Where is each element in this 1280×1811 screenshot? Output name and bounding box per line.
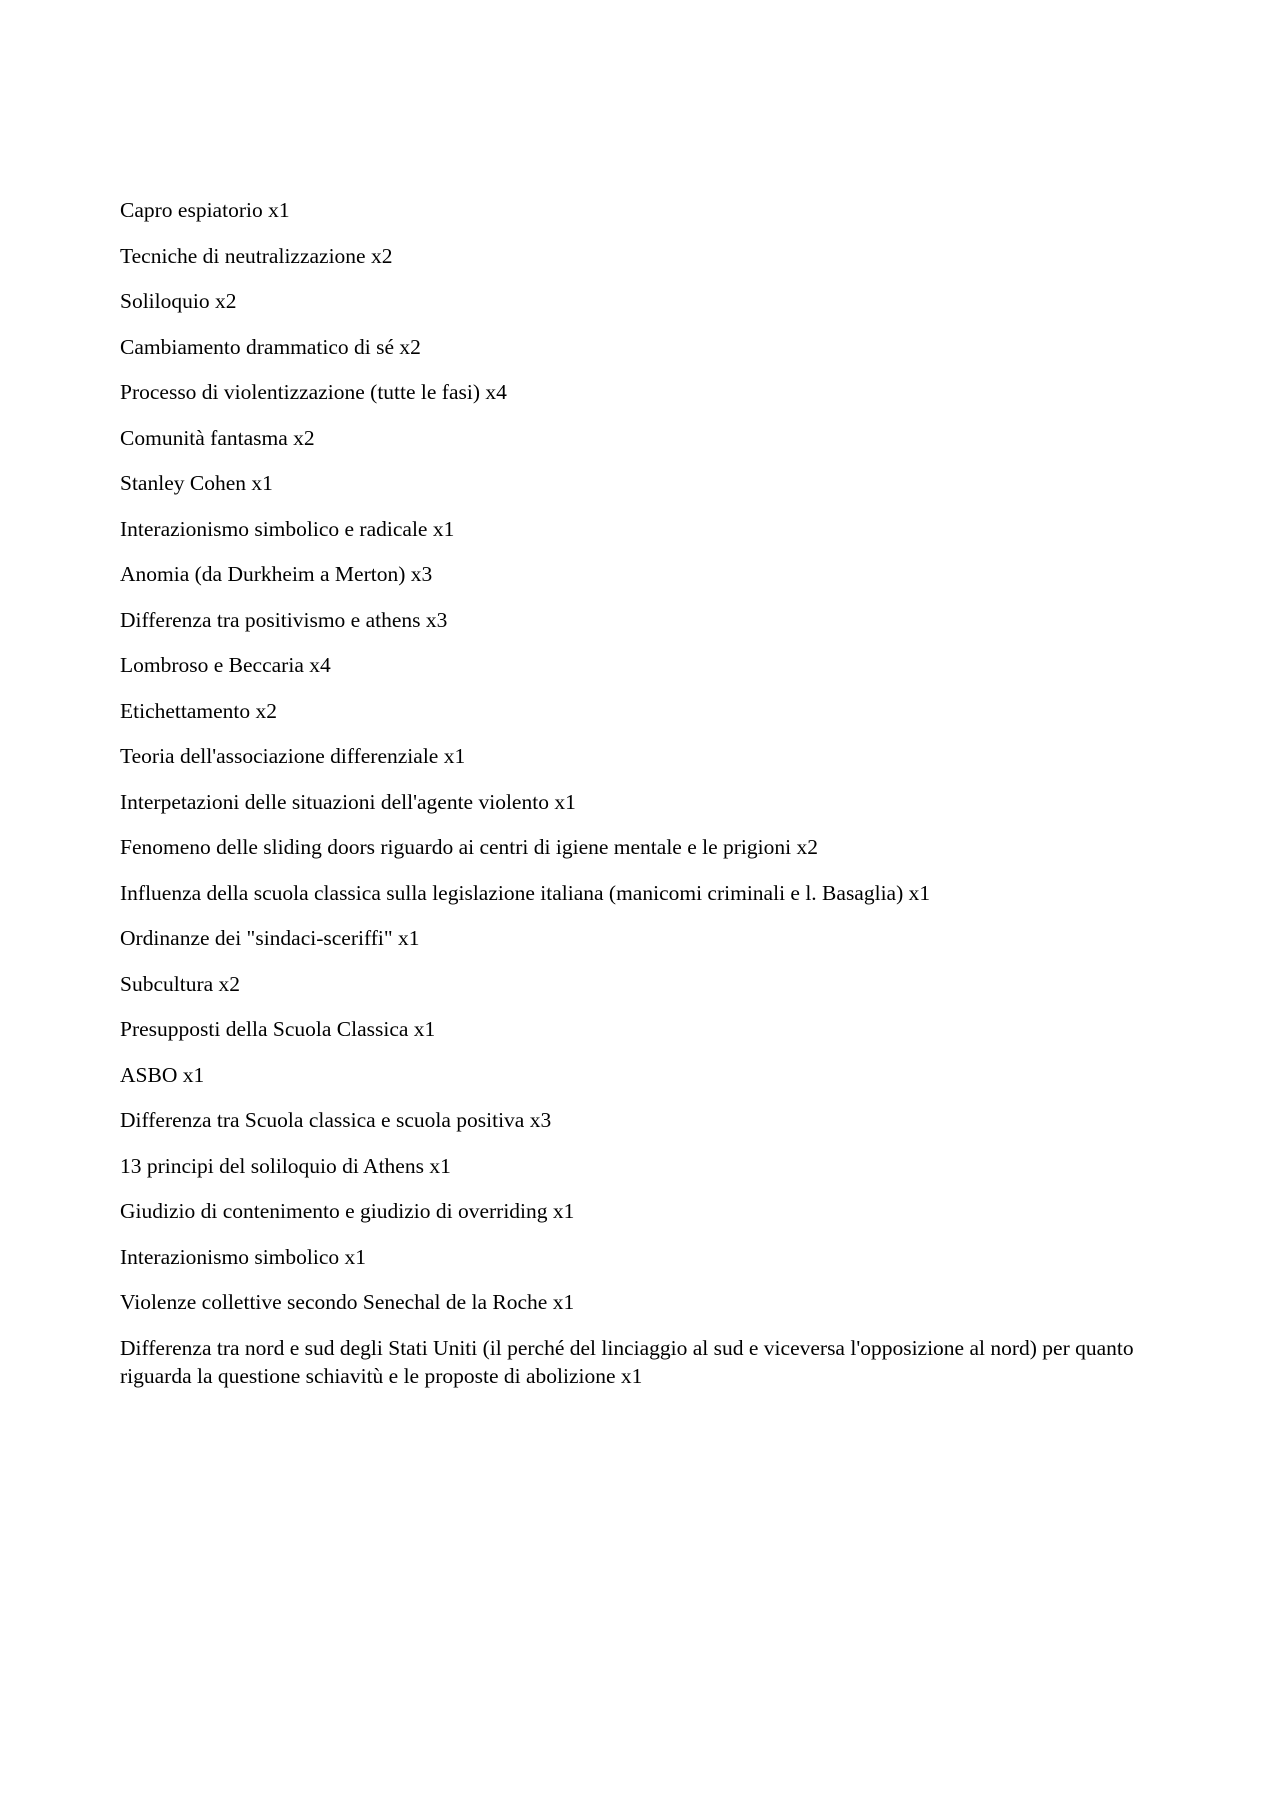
list-item: 13 principi del soliloquio di Athens x1 [120, 1153, 451, 1178]
list-item: Capro espiatorio x1 [120, 198, 290, 222]
topic-list [120, 196, 1180, 1407]
list-item: Differenza tra Scuola classica e scuola positiva x3 [120, 1108, 552, 1132]
list-item: Giudizio di contenimento e giudizio di overriding x1 [120, 1199, 575, 1223]
list-item: Cambiamento drammatico di sé x2 [120, 334, 421, 359]
list-item: Ordinanze dei "sindaci-sceriffi" x1 [120, 926, 420, 950]
list-item: Subcultura x2 [120, 971, 241, 996]
list-item: Comunità fantasma x2 [120, 425, 315, 450]
list-item: Violenze collettive secondo Senechal de la Roche x1 [120, 1290, 575, 1314]
list-item: Fenomeno delle sliding doors riguardo ai centri di igiene mentale e le prigioni x2 [120, 835, 818, 859]
list-item: Influenza della scuola classica sulla legislazione italiana (manicomi criminali e l. Basaglia) x1 [120, 880, 931, 905]
list-item: Differenza tra nord e sud degli Stati Uniti (il perché del linciaggio al sud e viceversa l'opposizione al nord) per quanto riguarda la questione schiavitù e le proposte di abolizione x1 [120, 1335, 1134, 1388]
list-item: Interpetazioni delle situazioni dell'agente violento x1 [120, 789, 576, 814]
list-item: Etichettamento x2 [120, 698, 278, 723]
list-item: Anomia (da Durkheim a Merton) x3 [120, 562, 433, 586]
list-item: Tecniche di neutralizzazione x2 [120, 243, 393, 268]
list-item: Interazionismo simbolico e radicale x1 [120, 516, 455, 541]
list-item: Presupposti della Scuola Classica x1 [120, 1017, 436, 1041]
list-item: Stanley Cohen x1 [120, 471, 273, 495]
list-item: Processo di violentizzazione (tutte le fasi) x4 [120, 380, 507, 404]
list-item: ASBO x1 [120, 1062, 205, 1087]
list-item: Differenza tra positivismo e athens x3 [120, 607, 448, 632]
list-item: Lombroso e Beccaria x4 [120, 653, 331, 677]
list-item: Teoria dell'associazione differenziale x1 [120, 744, 466, 768]
list-item: Interazionismo simbolico x1 [120, 1244, 367, 1269]
list-item: Soliloquio x2 [120, 289, 237, 313]
